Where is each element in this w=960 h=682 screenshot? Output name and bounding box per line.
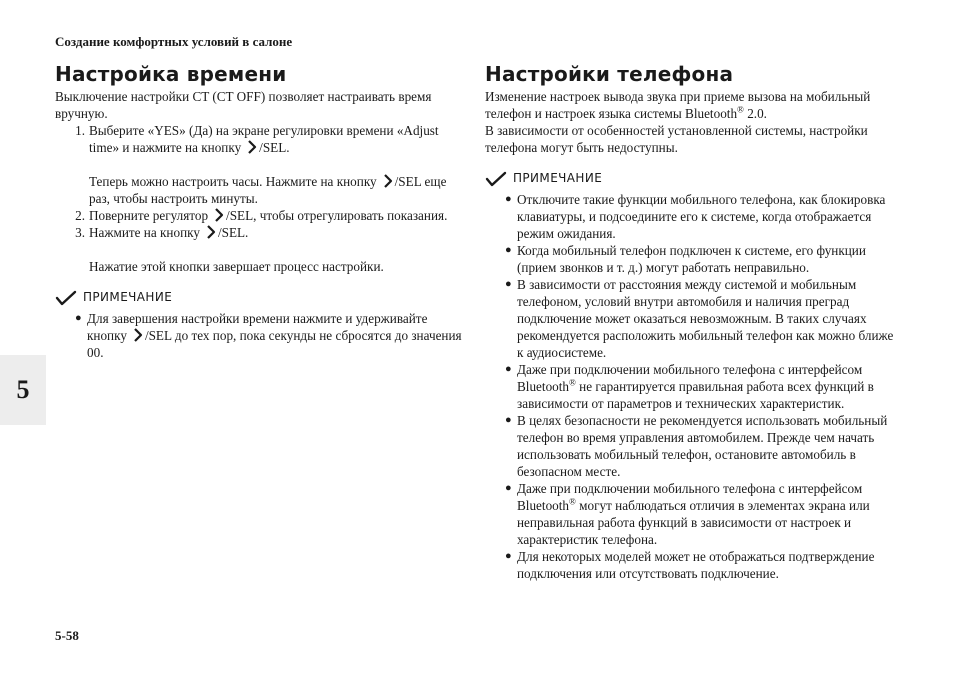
step-text-sel: /SEL еще раз, чтобы настроить минуты.: [89, 174, 447, 206]
intro-text: Выключение настройки CT (CT OFF) позволяет настраивать время вручную.: [55, 89, 432, 121]
section-title: Настройка времени: [55, 62, 287, 86]
note-item: [505, 361, 895, 412]
note-text: не гарантируется правильная работа всех функций в зависимости от параметров и технических характеристик.: [517, 379, 874, 411]
note-list: [55, 310, 465, 361]
steps-list: [55, 122, 465, 275]
note-text: Для завершения настройки времени нажмите и удерживайте кнопку: [87, 311, 428, 343]
tune-knob-icon: [383, 174, 393, 188]
registered-mark: ®: [569, 496, 576, 507]
pencil-check-icon: [55, 290, 77, 306]
note-text-sel: /SEL до тех пор, пока секунды не сбросятся до значения 00.: [87, 328, 462, 360]
step-text-sel: /SEL, чтобы отрегулировать показания.: [226, 208, 448, 223]
step-text-sel: /SEL.: [259, 140, 290, 155]
step-number: [55, 258, 89, 275]
note-item: [505, 480, 895, 548]
step-number: 3.: [75, 225, 85, 240]
intro-text: Изменение настроек вывода звука при приеме вызова на мобильный телефон и настроек языка системы Bluetooth® 2.0.: [485, 89, 871, 121]
tune-knob-icon: [206, 225, 216, 239]
step-item: [55, 173, 465, 207]
note-label: ПРИМЕЧАНИЕ: [83, 290, 173, 304]
step-text: Поверните регулятор: [89, 208, 209, 223]
step-number: [55, 173, 89, 207]
bullet-dot-icon: ●: [505, 278, 512, 290]
bullet-dot-icon: ●: [75, 312, 82, 324]
page-number: 5-58: [55, 628, 79, 643]
bullet-dot-icon: ●: [505, 550, 512, 562]
note-text: Даже при подключении мобильного телефона с интерфейсом Bluetooth: [517, 481, 863, 513]
note-heading: [55, 289, 465, 306]
note-text: могут наблюдаться отличия в элементах экрана или неправильная работа функций в зависимости от настроек и характеристик телефона.: [517, 498, 870, 547]
note-item: [75, 310, 465, 361]
tune-knob-icon: [214, 208, 224, 222]
time-settings-section: [55, 62, 465, 361]
step-text: Теперь можно настроить часы. Нажмите на кнопку: [89, 174, 377, 189]
step-number: 1.: [75, 123, 85, 138]
section-title: Настройки телефона: [485, 62, 734, 86]
note-text: Для некоторых моделей может не отображаться подтверждение подключения или отсутствовать подключение.: [517, 549, 875, 581]
note-item: [505, 412, 895, 480]
note-text: В зависимости от расстояния между системой и мобильным телефоном, условий внутри автомобиля и наличия преград подключение может оказаться невозможным. В таких случаях рекомендуется расположить мобильный телефон как можно ближе к аудиосистеме.: [517, 277, 894, 360]
step-text-sel: /SEL.: [217, 225, 249, 240]
bullet-dot-icon: ●: [505, 244, 512, 256]
step-number: 2.: [75, 208, 85, 223]
note-item: [505, 276, 895, 361]
running-header: Создание комфортных условий в салоне: [55, 34, 293, 49]
note-list: [485, 191, 895, 582]
step-text: Нажатие этой кнопки завершает процесс настройки.: [89, 259, 384, 274]
step-text: Нажмите на кнопку: [89, 225, 200, 240]
step-item: [55, 207, 465, 224]
note-text: Когда мобильный телефон подключен к системе, его функции (прием звонков и т. д.) могут работать неправильно.: [517, 243, 866, 275]
bullet-dot-icon: ●: [505, 414, 512, 426]
chapter-tab: 5: [0, 355, 46, 425]
note-text: В целях безопасности не рекомендуется использовать мобильный телефон во время управления автомобилем. Прежде чем начать использовать мобильный телефон, остановите автомобиль в безопасном месте.: [517, 413, 888, 479]
note-text: Отключите такие функции мобильного телефона, как блокировка клавиатуры, и подсоедините его к системе, когда отображается режим ожидания.: [517, 192, 886, 241]
step-item: [55, 258, 465, 275]
phone-settings-section: [485, 62, 895, 582]
pencil-check-icon: [485, 171, 507, 187]
bullet-dot-icon: ●: [505, 193, 512, 205]
note-text: Даже при подключении мобильного телефона с интерфейсом Bluetooth: [517, 362, 863, 394]
registered-mark: ®: [737, 104, 744, 115]
note-item: [505, 191, 895, 242]
note-heading: [485, 170, 895, 187]
bullet-dot-icon: ●: [505, 482, 512, 494]
bullet-dot-icon: ●: [505, 363, 512, 375]
step-text: Выберите «YES» (Да) на экране регулировки времени «Adjust time» и нажмите на кнопку: [89, 123, 439, 155]
step-item: [55, 122, 465, 156]
note-label: ПРИМЕЧАНИЕ: [513, 171, 603, 185]
tune-knob-icon: [247, 140, 257, 154]
intro-text-2: В зависимости от особенностей установленной системы, настройки телефона могут быть недоступны.: [485, 123, 868, 155]
step-item: [55, 224, 465, 241]
note-item: [505, 548, 895, 582]
note-item: [505, 242, 895, 276]
tune-knob-icon: [133, 328, 143, 342]
registered-mark: ®: [569, 377, 576, 388]
